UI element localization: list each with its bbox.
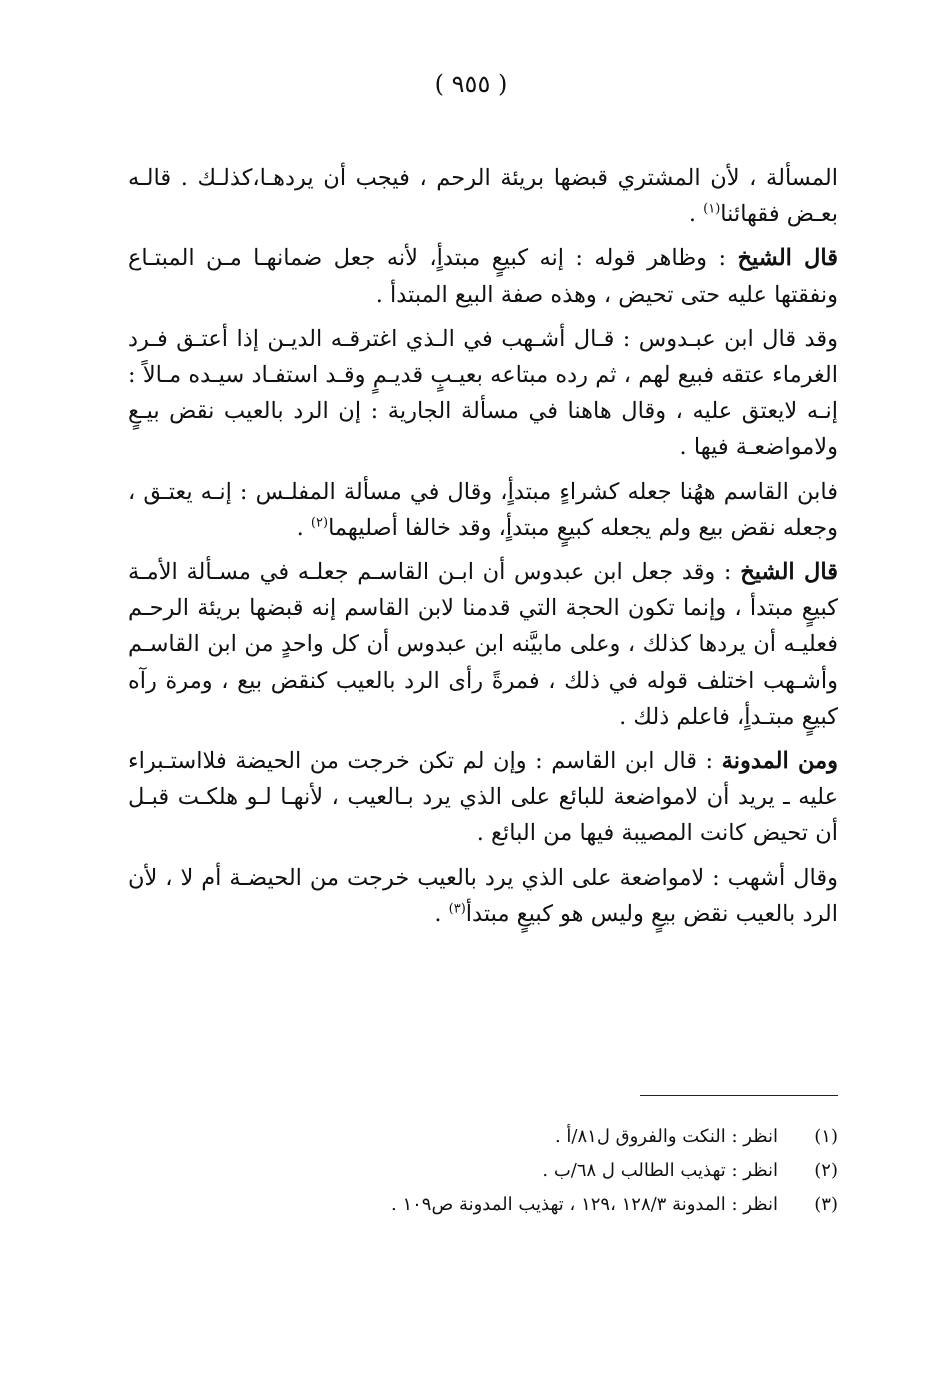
paragraph — [128, 743, 838, 852]
footnote-marker: (٣) — [448, 901, 466, 917]
paragraph — [128, 240, 838, 312]
paragraph-tail: . — [688, 201, 704, 228]
paragraph-text: : وظاهر قوله : إنه كبيعٍ مبتدأٍ، لأنه جعل ضمانهـا مـن المبتـاع ونفقتها عليه حتى تحيض ، وهذه صفة البيع المبتدأ . — [128, 245, 838, 308]
paragraph-text: وقد قال ابن عبـدوس : قـال أشـهب في الـذي اغترقـه الديـن إذا أعتـق فـرد الغرماء عتقه فبيع لهم ، ثم رده مبتاعه بعيـبٍ قديـمٍ وقـد استفـاد سيـده مـالاً : إنـه لايعتق عليه ، وقال هاهنا في مسألة الجارية : إن الرد بالعيب نقض بيـعٍ ولامواضعـة فيها . — [128, 325, 838, 461]
paragraph — [128, 554, 838, 735]
paragraph — [128, 474, 838, 546]
paragraph — [128, 160, 838, 232]
page-number: ( ٩٥٥ ) — [434, 70, 508, 98]
paragraph-lead: ومن المدونة — [721, 748, 838, 775]
footnote-marker: (٢) — [310, 515, 329, 531]
paragraph-lead: قال الشيخ — [737, 245, 838, 272]
footnotes — [128, 1120, 838, 1222]
footnote-number: (١) — [814, 1126, 838, 1147]
paragraph-lead: قال الشيخ — [740, 559, 838, 586]
paragraph-text: فابن القاسم ههُنا جعله كشراءٍ مبتدأٍ، وقال في مسألة المفلـس : إنـه يعتـق ، وجعله نقض بيع ولم يجعله كبيعٍ مبتدأٍ، وقد خالفا أصليهما — [128, 478, 838, 541]
paragraph-text: : وقد جعل ابن عبدوس أن ابـن القاسـم جعلـه في مسـألة الأمـة كبيعٍ مبتدأ ، وإنما تكون الحجة التي قدمنا لابن القاسم إنه قبضها بريئة الرحـم فعليـه أن يردها كذلك ، وعلى مابيَّنه ابن عبدوس أن كل واحدٍ من ابن القاسـم وأشـهب اختلف قوله في ذلك ، فمرةً رأى الرد بالعيب كنقض بيع ، ومرة رآه كبيعٍ مبتـدأٍ، فاعلم ذلك . — [128, 559, 838, 730]
footnote-marker: (١) — [703, 201, 721, 217]
footnote — [128, 1120, 838, 1154]
footnote-text: انظر : تهذيب الطالب ل ٦٨/ب . — [542, 1160, 778, 1181]
footnote — [128, 1188, 838, 1222]
paragraph-text: وقال أشهب : لامواضعة على الذي يرد بالعيب خرجت من الحيضـة أم لا ، لأن الرد بالعيب نقض بيعٍ وليس هو كبيعٍ مبتدأ — [128, 864, 838, 927]
paragraph — [128, 860, 838, 932]
paragraph-text: المسألة ، لأن المشتري قبضها بريئة الرحم ، فيجب أن يردهـا،كذلـك . قالـه بعـض فقهائنا — [128, 165, 838, 228]
footnote — [128, 1154, 838, 1188]
footnote-number: (٣) — [814, 1194, 838, 1215]
footnote-separator — [640, 1095, 838, 1096]
footnote-text: انظر : المدونة ١٢٨/٣ ،١٢٩ ، تهذيب المدونة ص١٠٩ . — [391, 1194, 778, 1215]
footnote-number: (٢) — [814, 1160, 838, 1181]
paragraph-tail: . — [434, 900, 449, 927]
paragraph-text: : قال ابن القاسم : وإن لم تكن خرجت من الحيضة فلااستـبراء عليه ـ يريد أن لامواضعة للبائع على الذي يرد بـالعيب ، لأنهـا لـو هلكـت قبـل أن تحيض كانت المصيبة فيها من البائع . — [128, 748, 838, 847]
main-text — [128, 160, 838, 940]
footnote-text: انظر : النكت والفروق ل٨١/أ . — [554, 1126, 778, 1147]
paragraph — [128, 321, 838, 466]
paragraph-tail: . — [296, 514, 311, 541]
